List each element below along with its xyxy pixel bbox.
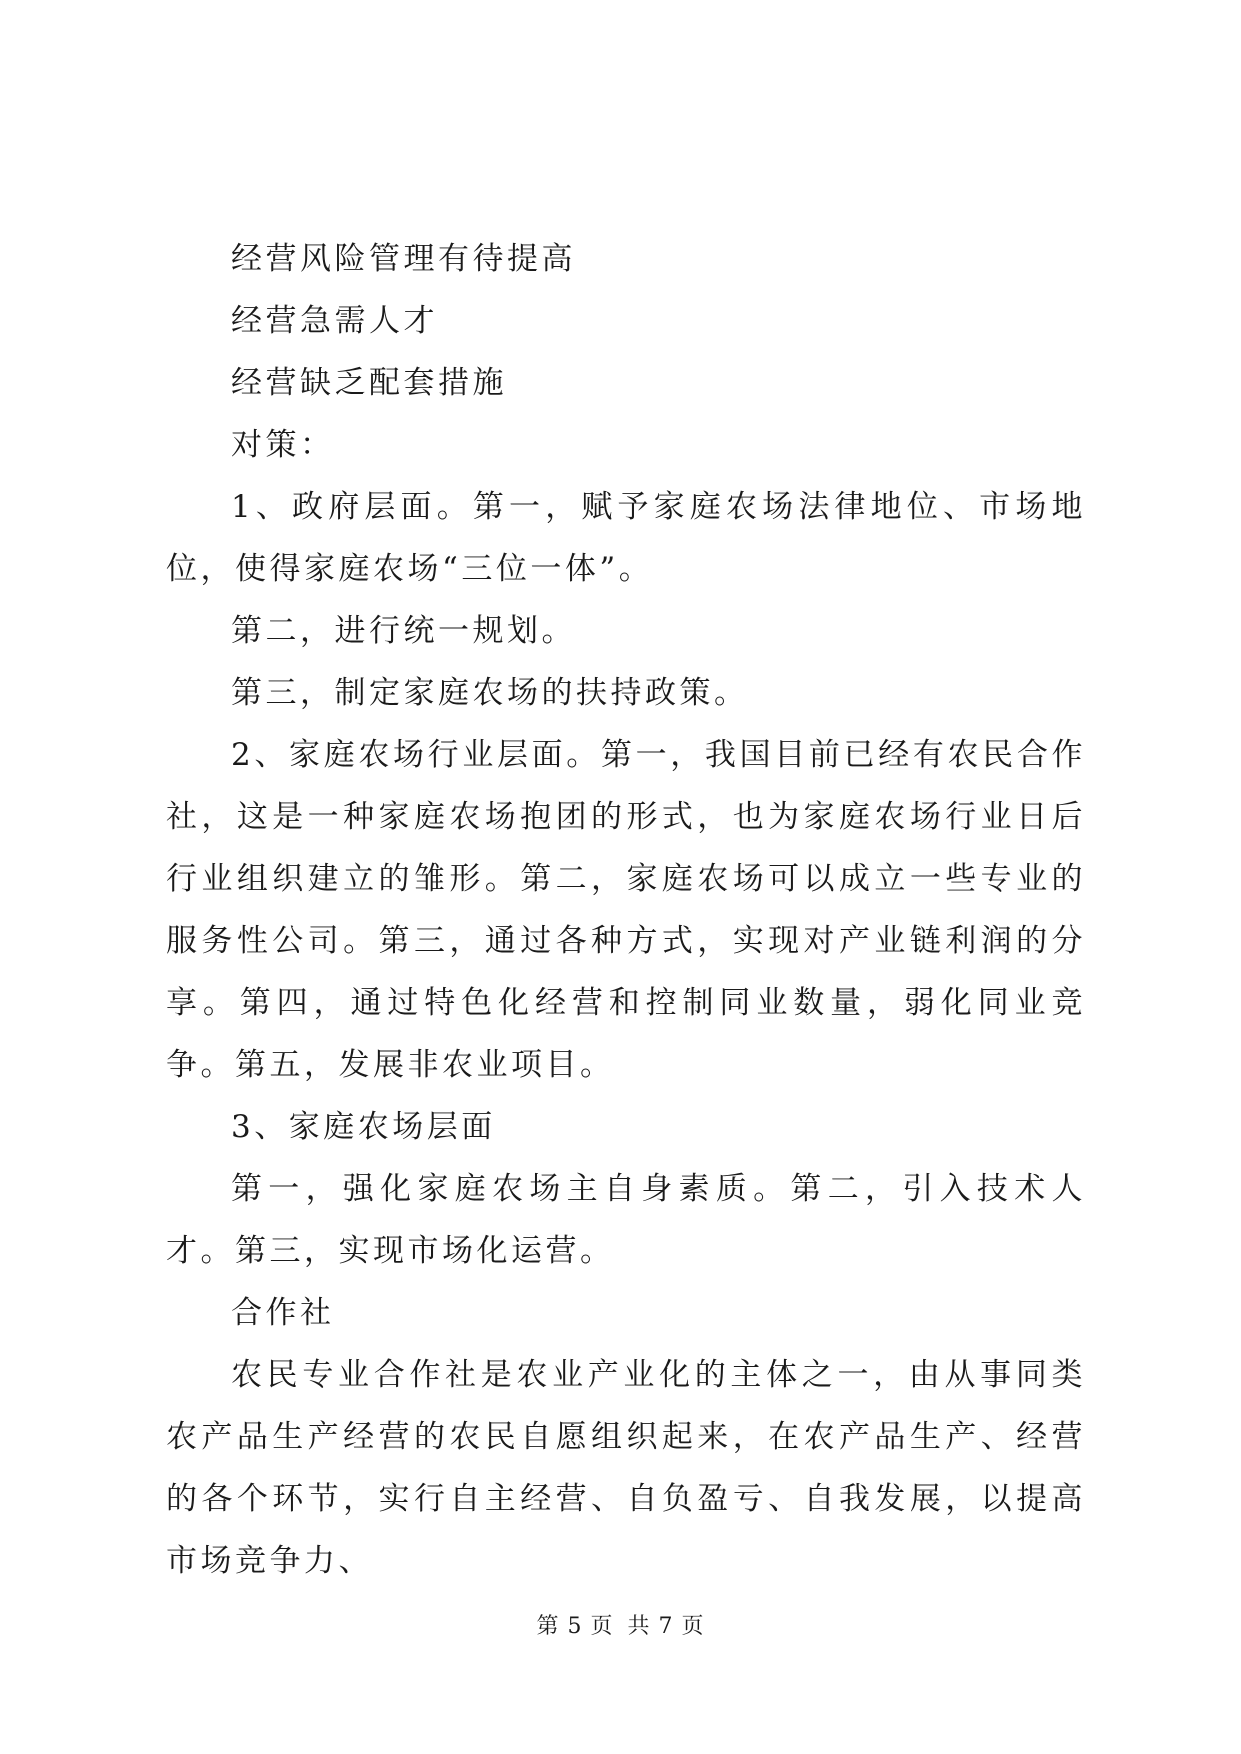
paragraph: 经营风险管理有待提高 <box>231 241 576 277</box>
paragraph: 1、政府层面。第一，赋予家庭农场法律地位、市场地位，使得家庭农场“三位一体”。 <box>166 489 1086 587</box>
page-number: 第 5 页 <box>536 1614 614 1639</box>
paragraph: 3、家庭农场层面 <box>231 1109 496 1145</box>
page-total: 共 7 页 <box>627 1614 705 1639</box>
paragraph: 第一，强化家庭农场主自身素质。第二，引入技术人才。第三，实现市场化运营。 <box>166 1171 1086 1269</box>
paragraph: 农民专业合作社是农业产业化的主体之一，由从事同类农产品生产经营的农民自愿组织起来，在农产品生产、经营的各个环节，实行自主经营、自负盈亏、自我发展，以提高市场竞争力、 <box>166 1357 1086 1579</box>
paragraph: 经营缺乏配套措施 <box>231 365 507 401</box>
paragraph: 第二，进行统一规划。 <box>231 613 576 649</box>
paragraph: 2、家庭农场行业层面。第一，我国目前已经有农民合作社，这是一种家庭农场抱团的形式，也为家庭农场行业日后行业组织建立的雏形。第二，家庭农场可以成立一些专业的服务性公司。第三，通过各种方式，实现对产业链利润的分享。第四，通过特色化经营和控制同业数量，弱化同业竞争。第五，发展非农业项目。 <box>166 737 1086 1083</box>
paragraph: 第三，制定家庭农场的扶持政策。 <box>231 675 749 711</box>
paragraph: 经营急需人才 <box>231 303 438 339</box>
page-footer <box>0 1612 1241 1642</box>
paragraph: 合作社 <box>231 1295 335 1331</box>
paragraph: 对策： <box>231 427 335 463</box>
document-body <box>166 228 1086 1592</box>
